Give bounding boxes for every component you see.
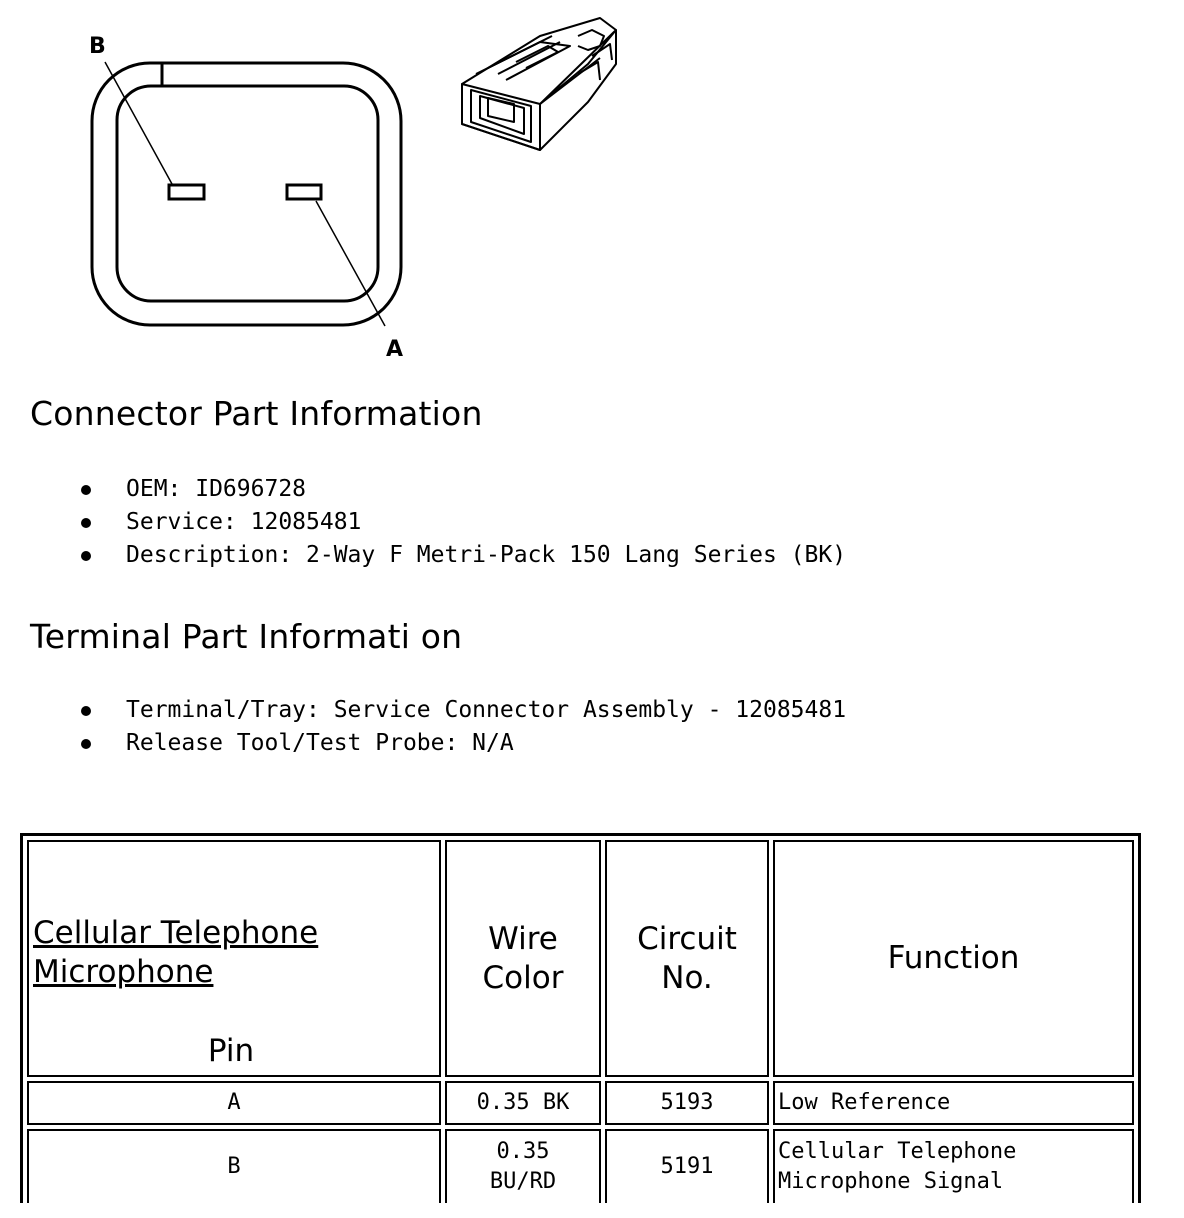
terminal-part-info-title: Terminal Part Informati on (30, 617, 463, 656)
list-item (70, 727, 846, 760)
service-text: Service: 12085481 (126, 509, 362, 535)
description-text: Description: 2-Way F Metri-Pack 150 Lang Series (BK) (126, 542, 847, 568)
table-header-row (27, 840, 1134, 1077)
connector-3d-view (462, 18, 616, 150)
cell-pin: B (27, 1129, 441, 1203)
pin-a-leader (316, 201, 385, 326)
bullet-icon (81, 551, 91, 561)
pinout-table-container (20, 833, 1141, 1203)
list-item (70, 506, 846, 539)
bullet-icon (81, 739, 91, 749)
list-item (70, 539, 846, 572)
pin-b-cavity (169, 185, 204, 199)
cell-pin: A (27, 1081, 441, 1125)
release-tool-text: Release Tool/Test Probe: N/A (126, 730, 514, 756)
table-row (27, 1129, 1134, 1203)
header-pin (27, 840, 441, 1077)
connector-face-outline (92, 63, 401, 325)
header-function: Function (773, 840, 1134, 1077)
list-item (70, 473, 846, 506)
header-wire-color: Wire Color (445, 840, 601, 1077)
connector-name-link[interactable]: Cellular Telephone Microphone (33, 915, 319, 990)
terminal-part-info-list (70, 694, 846, 760)
list-item (70, 694, 846, 727)
bullet-icon (81, 518, 91, 528)
pin-a-label: A (386, 337, 404, 362)
oem-text: OEM: ID696728 (126, 476, 307, 502)
pin-b-label: B (89, 34, 106, 59)
pin-a-cavity (287, 185, 321, 199)
connector-part-info-title: Connector Part Information (30, 394, 483, 433)
cell-wire-color: 0.35 BK (445, 1081, 601, 1125)
terminal-tray-text: Terminal/Tray: Service Connector Assembly - 12085481 (126, 697, 847, 723)
pinout-table (20, 833, 1141, 1203)
cell-function: Low Reference (773, 1081, 1134, 1125)
header-circuit-no: Circuit No. (605, 840, 769, 1077)
table-row (27, 1081, 1134, 1125)
cell-function: Cellular Telephone Microphone Signal (773, 1129, 1134, 1203)
connector-diagram (0, 0, 700, 370)
cell-circuit: 5193 (605, 1081, 769, 1125)
connector-part-info-list (70, 473, 846, 572)
cell-wire-color: 0.35 BU/RD (445, 1129, 601, 1203)
pin-header-label: Pin (207, 1033, 255, 1069)
bullet-icon (81, 706, 91, 716)
cell-circuit: 5191 (605, 1129, 769, 1203)
bullet-icon (81, 485, 91, 495)
